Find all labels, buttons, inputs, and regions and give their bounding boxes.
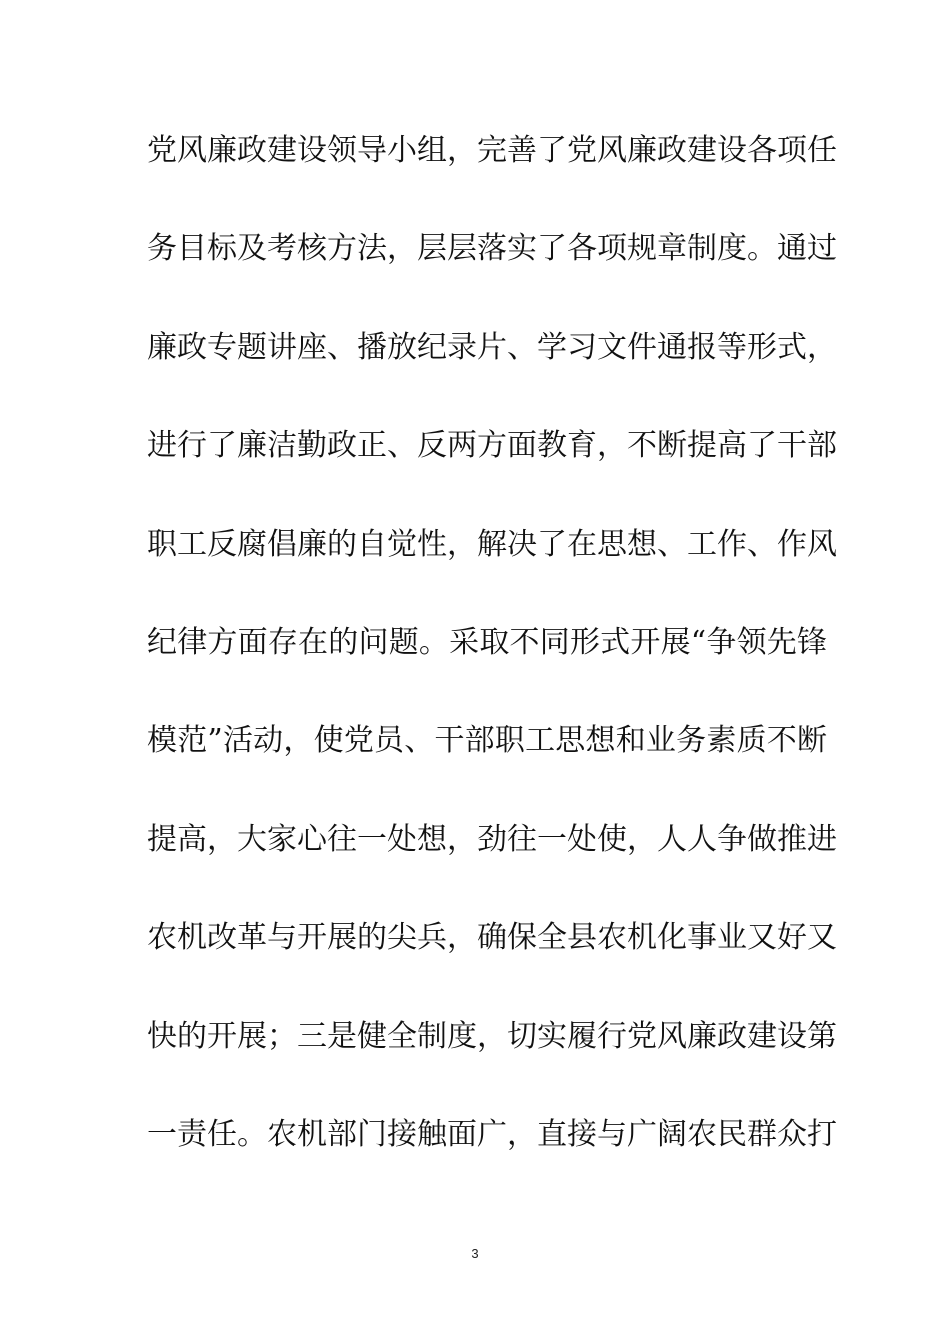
- text-line-9: 农机改革与开展的尖兵，确保全县农机化事业又好又: [147, 920, 837, 956]
- text-line-6: 纪律方面存在的问题。采取不同形式开展“争领先锋: [147, 624, 827, 660]
- text-line-3: 廉政专题讲座、播放纪录片、学习文件通报等形式，: [147, 329, 837, 365]
- page-number: 3: [471, 1246, 479, 1261]
- text-line-4: 进行了廉洁勤政正、反两方面教育，不断提高了干部: [147, 428, 837, 464]
- text-line-10: 快的开展；三是健全制度，切实履行党风廉政建设第: [147, 1018, 837, 1054]
- text-line-11: 一责任。农机部门接触面广，直接与广阔农民群众打: [147, 1116, 837, 1152]
- text-line-5: 职工反腐倡廉的自觉性，解决了在思想、工作、作风: [147, 526, 837, 562]
- text-line-1: 党风廉政建设领导小组，完善了党风廉政建设各项任: [147, 133, 837, 168]
- body-text: [147, 122, 837, 1204]
- text-line-2: 务目标及考核方法，层层落实了各项规章制度。通过: [147, 231, 837, 267]
- text-line-7: 模范”活动，使党员、干部职工思想和业务素质不断: [147, 723, 827, 759]
- text-line-8: 提高，大家心往一处想，劲往一处使，人人争做推进: [147, 821, 837, 857]
